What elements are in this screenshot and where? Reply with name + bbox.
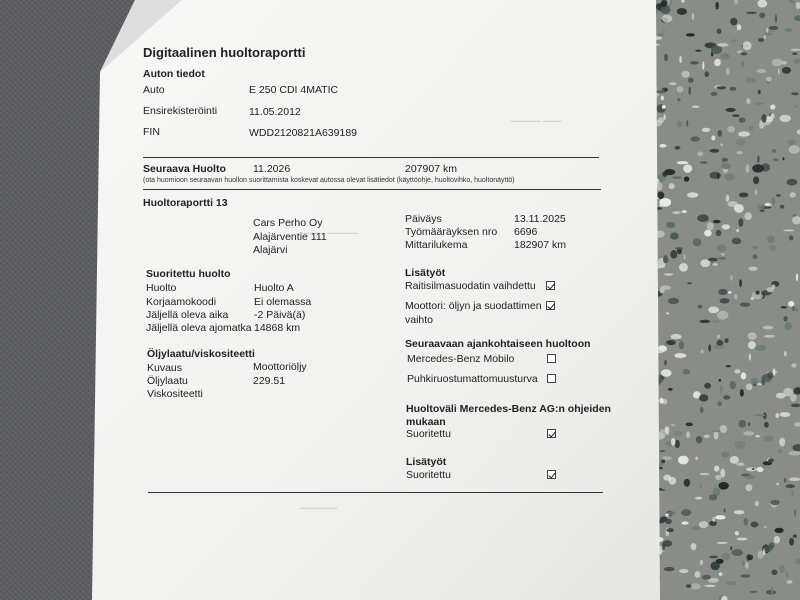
- report-meta-label: Mittarilukema: [405, 239, 468, 251]
- oil-label: Viskositeetti: [147, 388, 203, 400]
- timed-service-item-label: Puhkiruostumattomuusturva: [407, 373, 538, 385]
- checkbox[interactable]: [547, 354, 556, 363]
- next-service-km: 207907 km: [405, 163, 457, 175]
- report-meta-label: Työmääräyksen nro: [405, 226, 498, 238]
- next-service-label: Seuraava Huolto: [143, 163, 226, 175]
- dealer-line: Cars Perho Oy: [253, 217, 323, 229]
- performed-value: -2 Päivä(ä): [254, 309, 306, 321]
- show-through-text: ▁▁▁▁▁▁: [300, 500, 337, 509]
- report-heading: Huoltoraportti 13: [143, 197, 228, 209]
- vehicle-label: Auto: [143, 84, 165, 96]
- dealer-line: Alajärventie 111: [253, 231, 327, 243]
- timed-service-item-label: Mercedes-Benz Mobilo: [407, 353, 515, 365]
- oil-value: 229.51: [253, 375, 286, 387]
- extra-work-item-label: Raitisilmasuodatin vaihdettu: [405, 280, 536, 292]
- next-service-date: 11.2026: [253, 163, 291, 175]
- oil-value: Moottoriöljy: [253, 361, 307, 373]
- next-service-note: (ota huomioon seuraavan huollon suorittamista koskevat autossa olevat lisätiedot (käyttöohje, huoltovihko, huoltonäyttö): [143, 177, 515, 184]
- checkbox[interactable]: [546, 301, 555, 310]
- extra-work-item-label: vaihto: [405, 314, 434, 326]
- vehicle-label: Ensirekisteröinti: [143, 105, 218, 117]
- report-meta-label: Päiväys: [405, 213, 442, 225]
- show-through-text: ▁▁▁▁▁ ▁▁▁: [510, 113, 562, 122]
- oil-heading: Öljylaatu/viskositeetti: [147, 348, 255, 360]
- performed-value: Huolto A: [254, 282, 294, 294]
- checkbox[interactable]: [547, 470, 556, 479]
- checkbox[interactable]: [547, 374, 556, 383]
- report-meta-value: 13.11.2025: [514, 213, 566, 225]
- extra-work-heading: Lisätyöt: [405, 267, 446, 279]
- report-meta-value: 182907 km: [514, 239, 566, 251]
- interval-heading: mukaan: [406, 416, 446, 428]
- interval-heading: Huoltoväli Mercedes-Benz AG:n ohjeiden: [406, 403, 611, 415]
- performed-label: Jäljellä oleva aika: [146, 309, 229, 321]
- performed-label: Huolto: [146, 282, 177, 294]
- document-title: Digitaalinen huoltoraportti: [143, 45, 306, 60]
- dealer-line: Alajärvi: [253, 244, 288, 256]
- checkbox[interactable]: [547, 429, 556, 438]
- divider: [143, 157, 599, 158]
- divider: [148, 492, 603, 493]
- show-through-text: ▁▁▁▁ ▁▁▁▁▁: [300, 225, 358, 234]
- vehicle-value: 11.05.2012: [249, 106, 301, 118]
- divider: [143, 189, 601, 190]
- performed-label: Jäljellä oleva ajomatka: [146, 322, 252, 334]
- performed-value: 14868 km: [254, 322, 301, 334]
- vehicle-label: FIN: [143, 126, 160, 138]
- vehicle-value: E 250 CDI 4MATIC: [249, 84, 339, 96]
- interval-item-label: Suoritettu: [406, 428, 451, 440]
- vehicle-heading: Auton tiedot: [143, 68, 205, 80]
- performed-label: Korjaamokoodi: [146, 296, 217, 308]
- vehicle-value: WDD2120821A639189: [249, 127, 357, 139]
- extra-work-item-label: Moottori: öljyn ja suodattimen: [405, 300, 542, 312]
- performed-value: Ei olemassa: [254, 296, 312, 308]
- extra-work-2-heading: Lisätyöt: [406, 456, 447, 468]
- timed-service-heading: Seuraavaan ajankohtaiseen huoltoon: [405, 338, 591, 350]
- report-meta-value: 6696: [514, 226, 538, 238]
- performed-heading: Suoritettu huolto: [146, 268, 231, 280]
- oil-label: Öljylaatu: [147, 375, 188, 387]
- extra-work-2-item-label: Suoritettu: [406, 469, 451, 481]
- oil-label: Kuvaus: [147, 362, 183, 374]
- checkbox[interactable]: [546, 281, 555, 290]
